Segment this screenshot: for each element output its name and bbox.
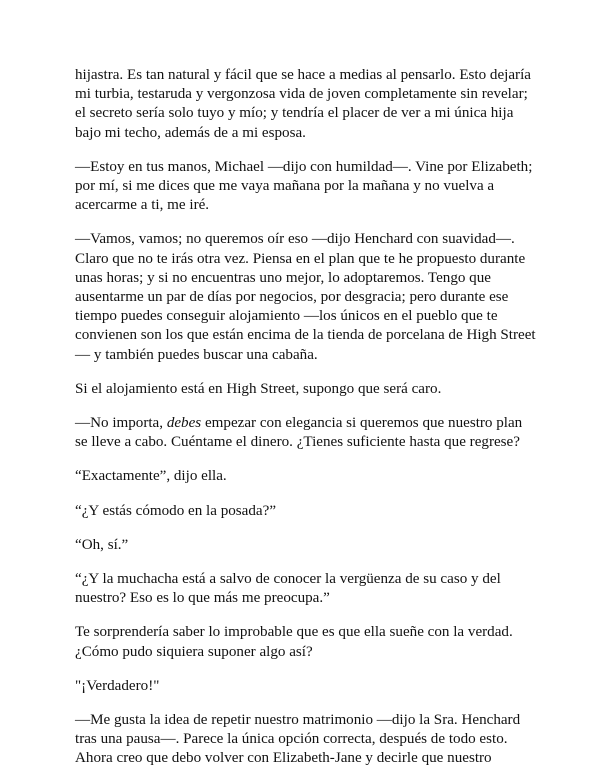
text-line: nuestro? Eso es lo que más me preocupa.” [75, 590, 330, 607]
paragraph [75, 711, 545, 769]
text-line: se lleve a cabo. Cuéntame el dinero. ¿Tienes suficiente hasta que regrese? [75, 434, 520, 451]
paragraph [75, 502, 545, 521]
paragraph [75, 677, 545, 696]
text-line: Te sorprendería saber lo improbable que es que ella sueñe con la verdad. [75, 624, 513, 641]
emphasized-word: debes [166, 415, 202, 432]
text-line: hijastra. Es tan natural y fácil que se hace a medias al pensarlo. Esto dejaría [75, 67, 531, 83]
text-line-start: —No importa, [75, 415, 167, 432]
text-line-end: empezar con elegancia si queremos que nuestro plan [201, 415, 523, 432]
text-line: Ahora creo que debo volver con Elizabeth-Jane y decirle que nuestro [75, 750, 492, 767]
document-page [75, 66, 545, 784]
text-line: mi turbia, testaruda y vergonzosa vida de joven completamente sin revelar; [75, 86, 528, 103]
text-line: — y también puedes buscar una cabaña. [75, 346, 318, 363]
paragraph [75, 536, 545, 555]
text-line: Claro que no te irás otra vez. Piensa en el plan que te he propuesto durante [75, 250, 526, 267]
text-line: "¡Verdadero!" [75, 677, 160, 694]
text-line: “Exactamente”, dijo ella. [75, 468, 227, 485]
paragraph [75, 66, 545, 143]
text-line: ausentarme un par de días por negocios, por desgracia; pero durante ese [75, 289, 509, 306]
text-line: Si el alojamiento está en High Street, supongo que será caro. [75, 380, 442, 397]
paragraph [75, 414, 545, 452]
text-line: “Oh, sí.” [75, 536, 129, 553]
paragraph [75, 467, 545, 486]
text-line: tiempo puedes conseguir alojamiento —los únicos en el pueblo que te [75, 308, 498, 325]
text-line: “¿Y estás cómodo en la posada?” [75, 502, 277, 519]
text-line: —Me gusta la idea de repetir nuestro matrimonio —dijo la Sra. Henchard [75, 712, 521, 729]
text-line: —Vamos, vamos; no queremos oír eso —dijo Henchard con suavidad—. [75, 231, 515, 248]
text-line: ¿Cómo pudo siquiera suponer algo así? [75, 643, 313, 660]
paragraph [75, 623, 545, 661]
text-line: bajo mi techo, además de a mi esposa. [75, 124, 306, 141]
text-line: “¿Y la muchacha está a salvo de conocer la vergüenza de su caso y del [75, 571, 501, 588]
text-line: por mí, si me dices que me vaya mañana por la mañana y no vuelva a [75, 178, 495, 195]
paragraph [75, 158, 545, 216]
text-line: acercarme a ti, me iré. [75, 197, 210, 214]
paragraph [75, 570, 545, 608]
text-line: unas horas; y si no encuentras uno mejor, lo adoptaremos. Tengo que [75, 269, 491, 286]
text-line: el secreto sería solo tuyo y mío; y tendría el placer de ver a mi única hija [75, 105, 514, 122]
paragraph [75, 230, 545, 364]
text-line: —Estoy en tus manos, Michael —dijo con humildad—. Vine por Elizabeth; [75, 158, 533, 175]
text-line: convienen son los que están encima de la tienda de porcelana de High Street [75, 327, 536, 344]
text-line: tras una pausa—. Parece la única opción correcta, después de todo esto. [75, 731, 508, 748]
paragraph [75, 380, 545, 399]
